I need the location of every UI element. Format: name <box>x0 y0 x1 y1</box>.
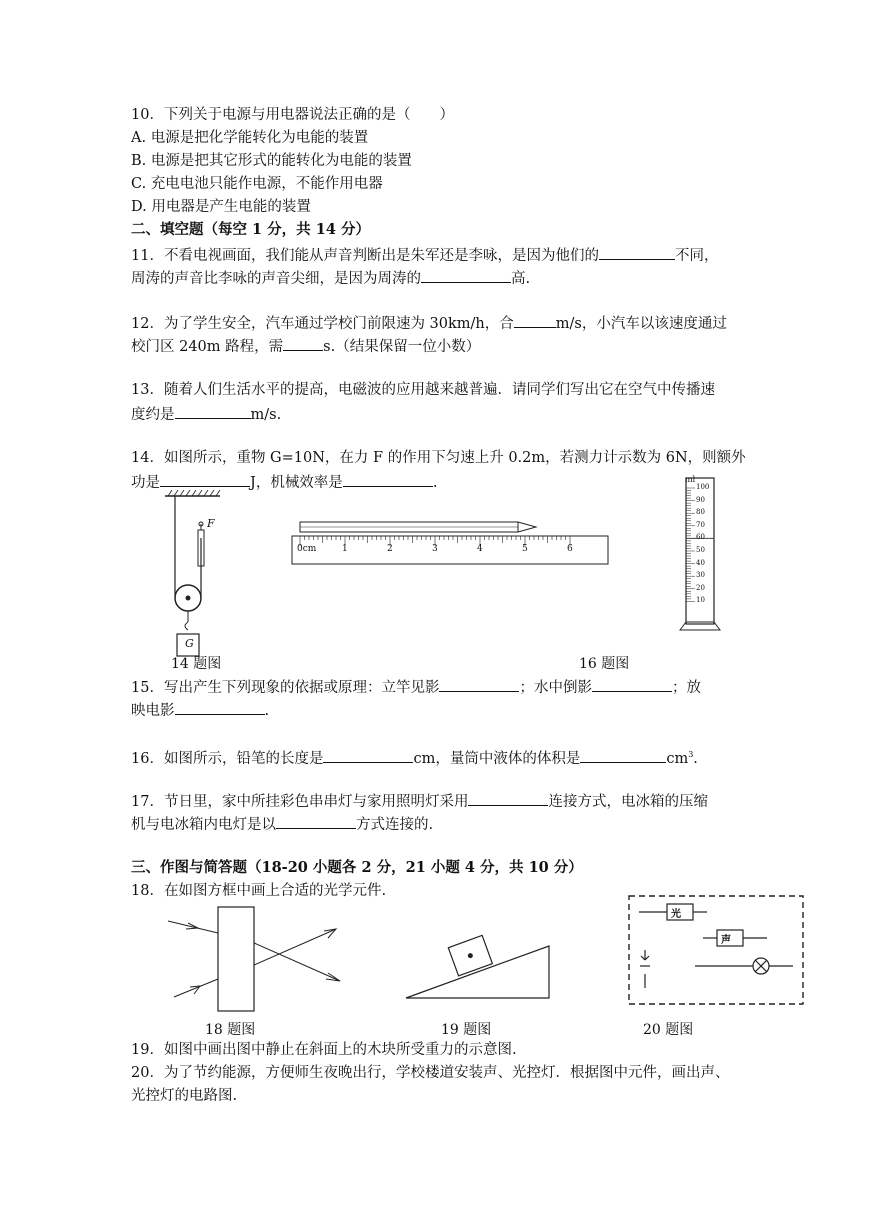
q20-line1: 20．为了节约能源，方便师生夜晚出行，学校楼道安装声、光控灯．根据图中元件，画出声、 <box>131 1065 730 1081</box>
q13-line2 <box>131 404 281 424</box>
q10-option-a: A. 电源是把化学能转化为电能的装置 <box>131 130 369 146</box>
q17-text-a: 17．节日里，家中所挂彩色串串灯与家用照明灯采用 <box>131 794 469 810</box>
q14-line2 <box>131 472 437 492</box>
q17-line1 <box>131 791 708 811</box>
q14-line1: 14．如图所示，重物 G=10N，在力 F 的作用下匀速上升 0.2m，若测力计示数为 6N，则额外 <box>131 450 746 466</box>
circuit-figure <box>627 894 805 1006</box>
q11-blank-1[interactable] <box>599 245 675 260</box>
q15-line2 <box>131 700 269 720</box>
ruler-tick-label: 2 <box>387 544 393 554</box>
q13-line1: 13．随着人们生活水平的提高，电磁波的应用越来越普遍．请同学们写出它在空气中传播速 <box>131 382 715 398</box>
q16-blank-1[interactable] <box>323 748 413 763</box>
q11-text-d: 高. <box>511 271 531 287</box>
q15-text-b: ；水中倒影 <box>519 680 592 696</box>
cylinder-tick-label: 80 <box>696 508 705 517</box>
q17-line2 <box>131 814 433 834</box>
cylinder-caption: 16 题图 <box>579 656 630 672</box>
ruler-unit-label: 0cm <box>297 544 317 554</box>
pulley-figure <box>160 490 230 660</box>
q13-blank[interactable] <box>175 404 251 419</box>
q15-text-d: 映电影 <box>131 703 175 719</box>
q14-blank-2[interactable] <box>343 472 433 487</box>
incline-figure <box>404 918 554 1002</box>
q10-stem: 10．下列关于电源与用电器说法正确的是（ ） <box>131 107 454 123</box>
q15-text-e: . <box>264 703 270 719</box>
cylinder-unit-label: ml <box>685 475 696 484</box>
cylinder-tick-label: 20 <box>696 583 705 592</box>
q14-text-b: J，机械效率是 <box>250 475 343 491</box>
cylinder-tick-label: 40 <box>696 558 705 567</box>
q12-line1 <box>131 313 727 333</box>
sound-switch-label: 声 <box>721 935 731 946</box>
q13-text-a: 度约是 <box>131 407 175 423</box>
q14-text-c: . <box>432 475 438 491</box>
q15-line1 <box>131 677 701 697</box>
q11-blank-2[interactable] <box>421 268 511 283</box>
q12-blank-2[interactable] <box>283 336 323 351</box>
q16-sup: 3 <box>688 750 694 759</box>
ruler-tick-label: 1 <box>342 544 348 554</box>
cylinder-tick-label: 70 <box>696 520 705 529</box>
q12-text-c: 校门区 240m 路程，需 <box>131 339 284 355</box>
q18-text: 18．在如图方框中画上合适的光学元件. <box>131 883 387 899</box>
circuit-caption: 20 题图 <box>643 1022 694 1038</box>
section3-title: 三、作图与简答题（18-20 小题各 2 分，21 小题 4 分，共 10 分） <box>131 859 583 876</box>
q11-line1 <box>131 245 718 265</box>
q16-text-d: . <box>693 750 698 767</box>
q10-option-b: B. 电源是把其它形式的能转化为电能的装置 <box>131 153 412 169</box>
ruler-tick-label: 4 <box>477 544 483 554</box>
q16-blank-2[interactable] <box>580 748 666 763</box>
cylinder-tick-label: 100 <box>696 483 710 491</box>
q17-text-d: 方式连接的. <box>356 817 434 833</box>
q16-line <box>131 746 698 768</box>
q17-text-c: 机与电冰箱内电灯是以 <box>131 817 276 833</box>
pulley-caption: 14 题图 <box>171 656 222 672</box>
ruler-tick-label: 5 <box>522 544 528 554</box>
q15-blank-1[interactable] <box>439 677 519 692</box>
q12-line2 <box>131 336 480 356</box>
q13-text-b: m/s. <box>250 407 282 423</box>
q12-text-a: 12．为了学生安全，汽车通过学校门前限速为 30km/h，合 <box>131 316 514 332</box>
q15-blank-3[interactable] <box>175 700 265 715</box>
q15-text-a: 15．写出产生下列现象的依据或原理：立竿见影 <box>131 680 440 696</box>
q15-text-c: ；放 <box>671 680 701 696</box>
ruler-tick-label: 6 <box>567 544 573 554</box>
q17-blank-1[interactable] <box>468 791 548 806</box>
lens-caption: 18 题图 <box>205 1022 256 1038</box>
q14-text-a: 功是 <box>131 475 160 491</box>
q17-text-b: 连接方式，电冰箱的压缩 <box>548 794 708 810</box>
q12-text-b: m/s，小汽车以该速度通过 <box>555 316 727 332</box>
cylinder-tick-label: 30 <box>696 571 705 580</box>
q12-text-d: s.（结果保留一位小数） <box>323 339 481 355</box>
q14-blank-1[interactable] <box>160 472 250 487</box>
cylinder-tick-label: 90 <box>696 495 705 504</box>
q16-text-c: cm <box>666 750 689 767</box>
q10-option-d: D. 用电器是产生电能的装置 <box>131 199 311 215</box>
ruler-tick-label: 3 <box>432 544 438 554</box>
incline-caption: 19 题图 <box>441 1022 492 1038</box>
q11-line2 <box>131 268 530 288</box>
lens-figure <box>160 905 360 1015</box>
cylinder-tick-label: 10 <box>696 596 705 605</box>
q20-line2: 光控灯的电路图. <box>131 1088 238 1104</box>
light-switch-label: 光 <box>671 909 681 920</box>
q11-text-c: 周涛的声音比李咏的声音尖细，是因为周涛的 <box>131 271 421 287</box>
weight-label: G <box>185 637 194 650</box>
q15-blank-2[interactable] <box>592 677 672 692</box>
q19-text: 19．如图中画出图中静止在斜面上的木块所受重力的示意图. <box>131 1042 517 1058</box>
ruler-figure <box>290 516 610 566</box>
q11-text-a: 11．不看电视画面，我们能从声音判断出是朱军还是李咏，是因为他们的 <box>131 248 599 264</box>
q10-option-c: C. 充电电池只能作电源，不能作用电器 <box>131 176 383 192</box>
q16-text-a: 16．如图所示，铅笔的长度是 <box>131 750 324 767</box>
q11-text-b: 不同， <box>674 248 719 264</box>
force-label: F <box>207 517 215 530</box>
cylinder-tick-label: 50 <box>696 546 705 554</box>
q17-blank-2[interactable] <box>276 814 356 829</box>
q16-text-b: cm，量筒中液体的体积是 <box>413 750 581 767</box>
section2-title: 二、填空题（每空 1 分，共 14 分） <box>131 221 370 238</box>
q12-blank-1[interactable] <box>514 313 556 328</box>
cylinder-tick-label: 60 <box>696 533 705 542</box>
